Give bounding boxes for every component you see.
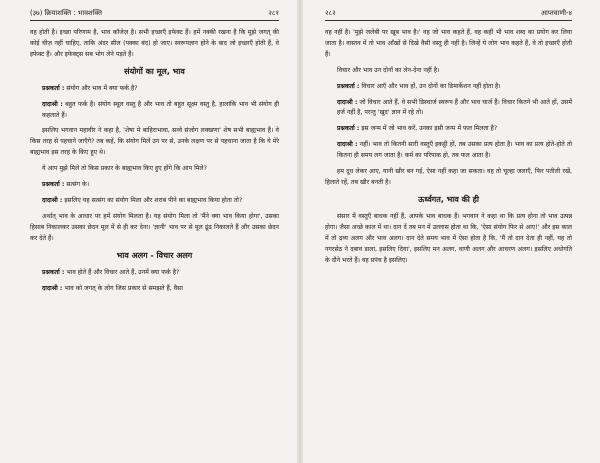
dialogue-text: सत्संग के। [66,181,90,189]
left-page-header [30,8,279,21]
paragraph: इसलिए भगवान महावीर ने कहा है, 'शेषा मे बाहिराभावा, सव्वे संजोग लक्खणा' शेष सभी बाह्यभाव हैं। वे किस तरह से पहचाने जाएँगे? तब कहें, कि संयोग मिलें उन पर से, उनके लक्षण पर से पहचाना जाता है कि ये मेरे बाह्यभाव इस तरह के किए हुए थे। [30,127,279,157]
paragraph: विचार और भाव उन दोनों का लेन-देना नहीं है। [337,66,440,74]
paragraph: वह होती है। इच्छा परिणाम है, भाव कॉजेज़ है। सभी इच्छाएँ इफेक्ट हैं। हमें नक्की रखना है कि मुझे जगत् की कोई चीज़ नहीं चाहिए, ताकि अंदर सील (पक्का बंद) हो जाए। स्वरूपज्ञान होने के बाद जो इच्छाएँ होती हैं, वे इफेक्ट हैं। और इफेक्ट्स सब भोग लेने पड़ते हैं। [30,29,279,58]
section-heading: भाव अलग - विचार अलग [116,250,193,260]
left-page-number: २८१ [268,9,279,17]
dialogue-text: जो विचार आते हैं, वे सभी डिस्चार्ज स्वरूप हैं और भाव चार्ज हैं। विचार कितने भी आते हों, उसमें हर्ज नहीं है, परन्तु 'खुद' ज्ञान में रहे तो। [337,98,572,117]
left-page-body [30,28,279,299]
dialogue-question [325,82,572,93]
dialogue-answer [30,100,279,122]
speaker-label: प्रश्नकर्ता : [42,181,65,189]
paragraph: वह नहीं है। 'मुझे जलेबी पर खूब भाव है।' वह जो भाव कहते हैं, वह कहीं भी भाव शब्द का प्रयोग कर लिया जाता है। वास्तव में तो भाव आँखों से दिखे वैसी वस्तु ही नहीं है। जिन्हें ये लोग भाव कहते हैं, वे तो इच्छाएँ होती हैं। [325,29,572,58]
dialogue-text: नहीं। भाव तो कितनी सारी वस्तुएँ इकट्ठी हों, तब उसका प्रत्य होता है। भाव का प्रत्य होते-होते तो कितना ही समय लग जाता है। कर्म का परिपाक हो, तब फल आता है। [337,141,573,160]
paragraph: अर्थात् भाव के आधार पर हमें संयोग मिलता है। यह संयोग मिला तो 'मैंने क्या भाव किया होगा', उसका हिसाब निकालकर उसका छेदन मूल में से ही कर देना। 'ज्ञानी' भाव पर से मूल ढूंढ निकालते हैं और उसका छेदन कर देते हैं। [30,212,279,242]
dialogue-text: इस जन्म में जो भाव करें, उनका इसी जन्म में फल मिलता है? [361,125,498,133]
dialogue-answer [30,284,279,295]
speaker-label: दादाश्री : [42,196,63,204]
speaker-label: प्रश्नकर्ता : [337,125,360,133]
dialogue-text: बहुत फर्क है। संयोग स्थूल वस्तु है और भाव तो बहुत सूक्ष्म वस्तु है, हालांकि भाव भी संयोग ही कहलाते हैं। [42,100,279,119]
dialogue-text: इसलिए यह सत्संग का संयोग मिला और शराब पीने का बाह्यभाव किया होता तो? [64,196,243,204]
speaker-label: प्रश्नकर्ता : [42,268,65,276]
section-heading: ऊर्ध्वगत, भाव की ही [418,194,479,204]
dialogue-text: भाव होते हैं और विचार आते हैं, उनमें क्या फर्क है? [66,268,180,276]
section-heading: संयोगों का मूल, भाव [124,66,185,76]
dialogue-question [30,268,279,279]
right-page-header [325,8,572,21]
speaker-label: दादाश्री : [337,141,358,149]
paragraph: हम दूध लेकर आए, यानी खीर बन गई, ऐसा नहीं कहा जा सकता। वह तो चूल्हा जलाएँ, फिर पतीली रखें, हिलाते रहें, तब खीर बनती है। [325,168,572,186]
dialogue-text: विचार आएँ और भाव हों, उन दोनों का डिमार्केशन नहीं होता है। [361,82,501,90]
dialogue-answer [30,196,279,207]
right-page-body [325,28,572,271]
dialogue-text: संयोग और भाव में क्या फर्क है? [66,84,138,92]
dialogue-answer [325,140,572,162]
left-running-header: (३७) क्रियाशक्ति : भावशक्ति [30,9,102,17]
left-page [0,0,297,463]
dialogue-question [30,84,279,95]
speaker-label: दादाश्री : [337,98,358,106]
right-page-number: २८२ [325,9,336,17]
dialogue-question [30,180,279,191]
right-page [303,0,600,463]
speaker-label: दादाश्री : [42,100,63,108]
paragraph: संसार में वस्तुएँ बाधक नहीं हैं, आपके भाव बाधक हैं। भगवान ने कहा था कि प्रत्य होना तो भाव उत्पन्न होगा। जैसा अच्छे काल में था। दान दें तब मन में उल्लास होता था कि, 'ऐसा संयोग फिर से आए!' और इस काल में तो द्रव्य अलग और भाव अलग। दान देते समय भाव में ऐसा होता है कि, 'मैं तो दान देता ही नहीं, यह तो नगरसेठ ने दबाव डाला, इसलिए दिया', इसलिए मन अलग, वाणी अलग और आचरण अलग। इसलिए अधोगति के दौने भरते हैं। वह प्रपंच है इसलिए। [325,212,572,264]
speaker-label: दादाश्री : [42,284,63,292]
paragraph: ये आप मुझे मिले तो किस प्रकार के बाह्यभाव किए हुए होंगे कि आप मिले? [42,165,207,173]
dialogue-answer [325,98,572,120]
dialogue-question [325,124,572,135]
dialogue-text: भाव को जगत् के लोग जिस प्रकार से समझते हैं, वैसा [64,284,183,292]
speaker-label: प्रश्नकर्ता : [337,82,360,90]
speaker-label: प्रश्नकर्ता : [42,84,65,92]
right-running-header: आप्तवाणी-४ [540,9,572,17]
